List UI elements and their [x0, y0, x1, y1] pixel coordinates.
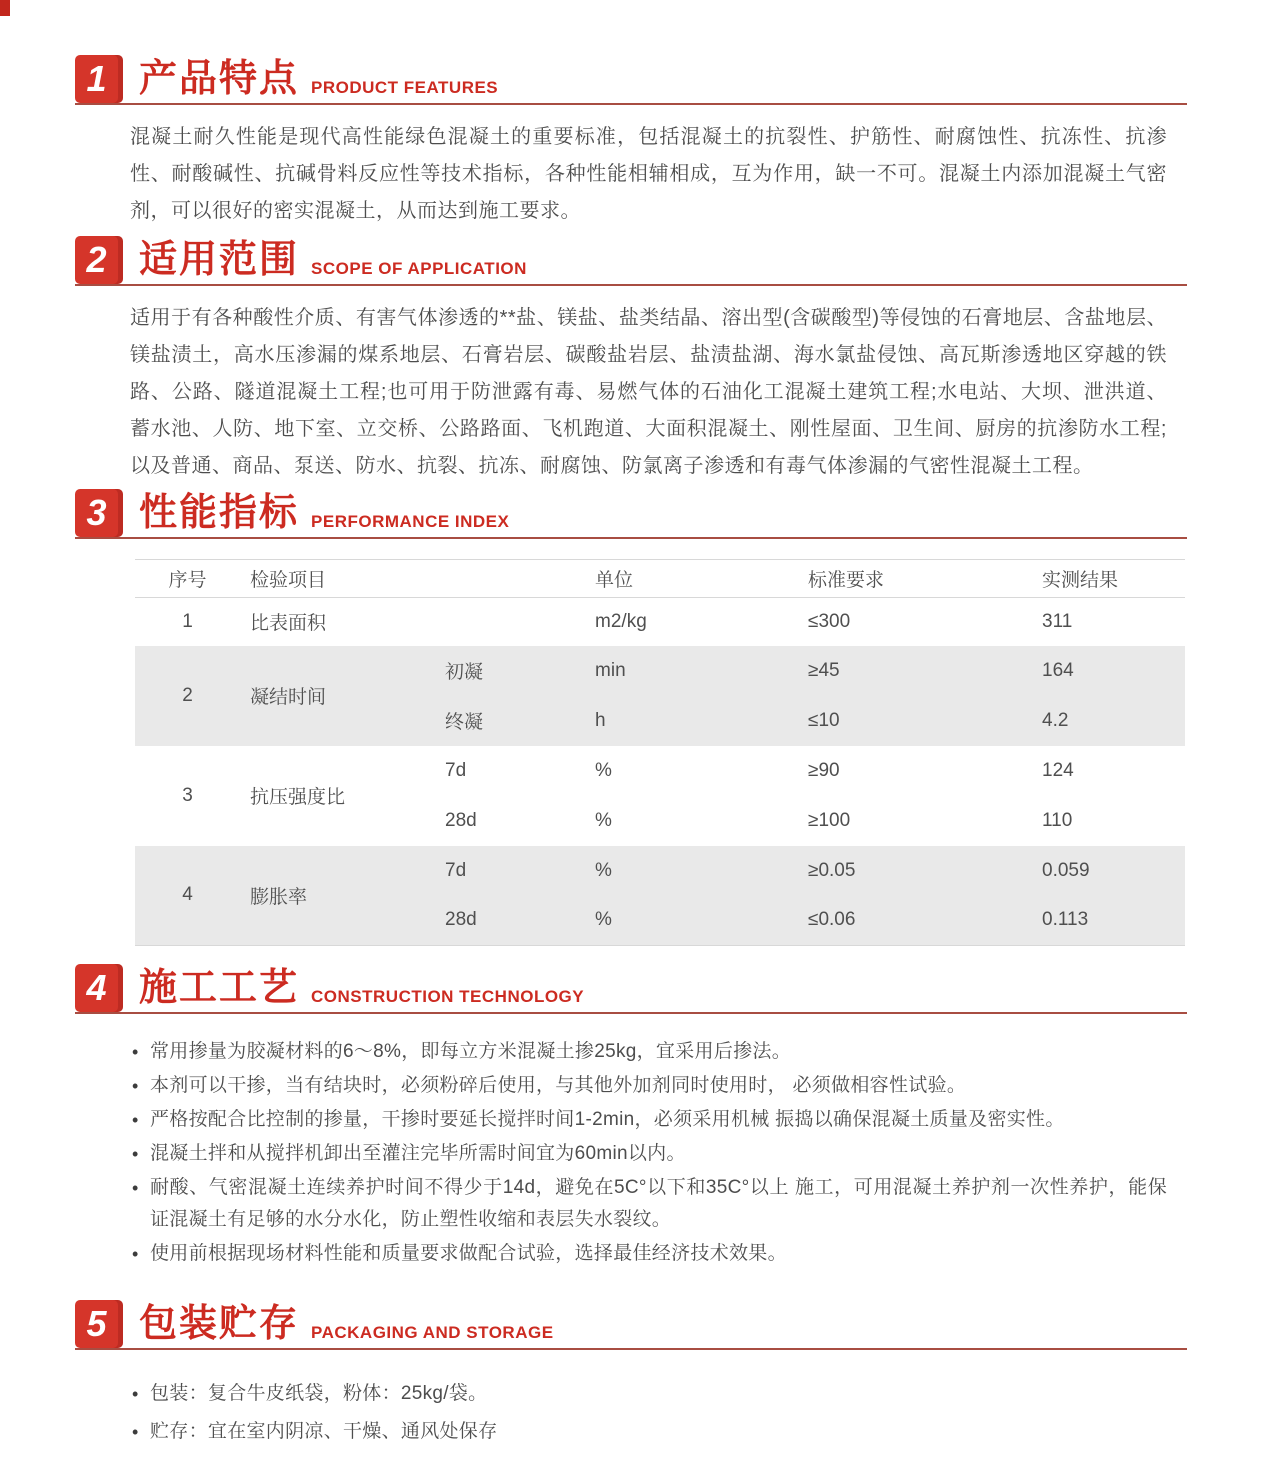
section-packaging-and-storage: [75, 1300, 1187, 1448]
bullet-item: • 本剂可以干掺，当有结块时，必须粉碎后使用，与其他外加剂同时使用时， 必须做相容性试验。: [130, 1070, 1167, 1102]
cell-unit: m2/kg: [595, 610, 647, 632]
cell-sub: 终凝: [430, 696, 560, 746]
cell-requirement: ≤300: [808, 610, 851, 632]
section-header: [75, 236, 1187, 286]
table-row: [135, 846, 1185, 896]
cell-sub: 28d: [430, 896, 560, 946]
bullet-item: • 包装：复合牛皮纸袋，粉体：25kg/袋。: [130, 1378, 1167, 1410]
bullet-item: • 混凝土拌和从搅拌机卸出至灌注完毕所需时间宜为60min以内。: [130, 1138, 1167, 1170]
section-title: 性能指标: [139, 492, 300, 534]
performance-table: [135, 559, 1185, 946]
corner-red-mark: [0, 0, 10, 16]
section-subtitle-en: CONSTRUCTION TECHNOLOGY: [311, 987, 585, 1006]
cell-unit: min: [560, 646, 780, 696]
cell-no: 2: [135, 646, 240, 746]
col-header-no: 序号: [135, 560, 240, 598]
section-product-features: [75, 55, 1187, 230]
table-row: [135, 598, 1185, 646]
cell-result: 164: [1020, 646, 1185, 696]
cell-item: 比表面积: [250, 613, 327, 635]
section-scope-of-application: [75, 236, 1187, 485]
cell-result: 0.059: [1020, 846, 1185, 896]
section-title: 包装贮存: [139, 1303, 300, 1345]
cell-requirement: ≥45: [780, 646, 1020, 696]
cell-requirement: ≥90: [808, 759, 840, 781]
cell-result: 110: [1042, 809, 1073, 831]
cell-unit: %: [560, 846, 780, 896]
cell-result: 0.113: [1020, 896, 1185, 946]
section-title: 产品特点: [139, 58, 300, 100]
cell-result: 311: [1042, 610, 1073, 632]
cell-unit: h: [560, 696, 780, 746]
bullet-item: • 贮存：宜在室内阴凉、干燥、通风处保存: [130, 1416, 1167, 1448]
table-row: [135, 646, 1185, 696]
bullet-item: • 耐酸、气密混凝土连续养护时间不得少于14d，避免在5C°以下和35C°以上 施工，可用混凝土养护剂一次性养护，能保证混凝土有足够的水分水化，防止塑性收缩和表层失水裂纹。: [130, 1172, 1167, 1236]
section-number-badge: 1: [75, 55, 123, 103]
section-number-badge: 4: [75, 964, 123, 1012]
application-paragraph: 适用于有各种酸性介质、有害气体渗透的**盐、镁盐、盐类结晶、溶出型(含碳酸型)等侵蚀的石膏地层、含盐地层、镁盐渍土，高水压渗漏的煤系地层、石膏岩层、碳酸盐岩层、盐渍盐湖、海水氯盐侵蚀、高瓦斯渗透地区穿越的铁路、公路、隧道混凝土工程;也可用于防泄露有毒、易燃气体的石油化工混凝土建筑工程;水电站、大坝、泄洪道、蓄水池、人防、地下室、立交桥、公路路面、飞机跑道、大面积混凝土、刚性屋面、卫生间、厨房的抗渗防水工程;以及普通、商品、泵送、防水、抗裂、抗冻、耐腐蚀、防氯离子渗透和有毒气体渗漏的气密性混凝土工程。: [130, 307, 1167, 477]
bullet-item: • 常用掺量为胶凝材料的6～8%，即每立方米混凝土掺25kg，宜采用后掺法。: [130, 1036, 1167, 1068]
cell-sub: 28d: [445, 809, 477, 831]
section-performance-index: [75, 489, 1187, 946]
packaging-bullet-list: [130, 1378, 1167, 1448]
col-header-result: 实测结果: [1020, 560, 1185, 598]
section-header: [75, 489, 1187, 539]
col-header-requirement: 标准要求: [780, 560, 1020, 598]
cell-no: 3: [182, 784, 193, 806]
cell-requirement: ≥0.05: [780, 846, 1020, 896]
section-header: [75, 964, 1187, 1014]
section-number-badge: 5: [75, 1300, 123, 1348]
features-paragraph: 混凝土耐久性能是现代高性能绿色混凝土的重要标准，包括混凝土的抗裂性、护筋性、耐腐蚀性、抗冻性、抗渗性、耐酸碱性、抗碱骨料反应性等技术指标，各种性能相辅相成，互为作用，缺一不可。混凝土内添加混凝土气密剂，可以很好的密实混凝土，从而达到施工要求。: [130, 126, 1167, 222]
cell-item: 凝结时间: [240, 646, 430, 746]
cell-requirement: ≤10: [780, 696, 1020, 746]
cell-result: 124: [1042, 759, 1074, 781]
cell-sub: [430, 598, 560, 646]
cell-sub: 7d: [430, 846, 560, 896]
col-header-unit: 单位: [560, 560, 780, 598]
table-header-row: [135, 560, 1185, 598]
cell-sub: 初凝: [430, 646, 560, 696]
section-title: 施工工艺: [139, 967, 300, 1009]
section-title: 适用范围: [139, 239, 300, 281]
section-subtitle-en: PACKAGING AND STORAGE: [311, 1323, 554, 1342]
section-number-badge: 3: [75, 489, 123, 537]
section-subtitle-en: SCOPE OF APPLICATION: [311, 259, 527, 278]
bullet-item: • 严格按配合比控制的掺量，干掺时要延长搅拌时间1-2min，必须采用机械 振捣以确保混凝土质量及密实性。: [130, 1104, 1167, 1136]
construction-bullet-list: [130, 1036, 1167, 1270]
cell-no: 1: [182, 610, 193, 632]
section-number-badge: 2: [75, 236, 123, 284]
cell-requirement: ≤0.06: [780, 896, 1020, 946]
section-subtitle-en: PRODUCT FEATURES: [311, 78, 499, 97]
section-subtitle-en: PERFORMANCE INDEX: [311, 512, 510, 531]
section-header: [75, 55, 1187, 105]
cell-sub: 7d: [445, 759, 467, 781]
section-header: [75, 1300, 1187, 1350]
cell-unit: %: [595, 809, 612, 831]
cell-result: 4.2: [1020, 696, 1185, 746]
table-row: [135, 746, 1185, 796]
cell-unit: %: [595, 759, 612, 781]
section-construction-technology: [75, 964, 1187, 1270]
cell-no: 4: [135, 846, 240, 946]
cell-item: 抗压强度比: [250, 787, 346, 808]
cell-requirement: ≥100: [808, 809, 851, 831]
cell-unit: %: [560, 896, 780, 946]
cell-item: 膨胀率: [240, 846, 430, 946]
bullet-item: • 使用前根据现场材料性能和质量要求做配合试验，选择最佳经济技术效果。: [130, 1238, 1167, 1270]
col-header-item: 检验项目: [240, 560, 560, 598]
